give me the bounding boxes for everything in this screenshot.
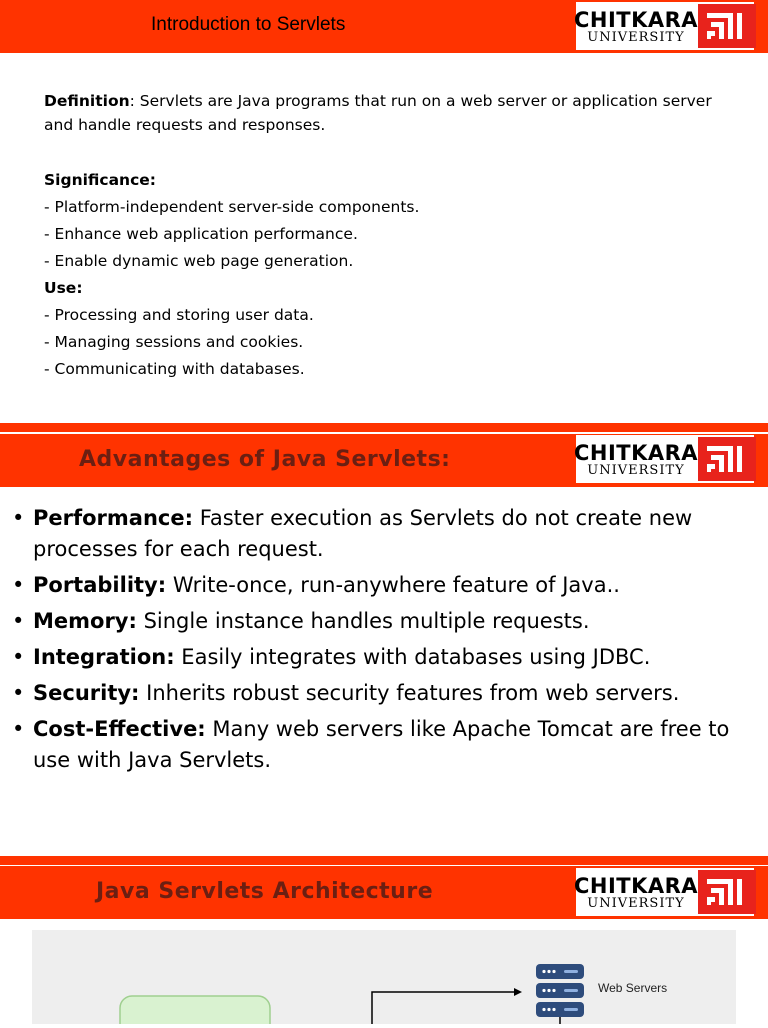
logo-line2: UNIVERSITY [587, 462, 685, 478]
definition-label: Definition [44, 92, 130, 110]
use-item: - Processing and storing user data. [44, 306, 314, 324]
bullet-label: Security: [33, 681, 140, 705]
client-box [120, 996, 270, 1024]
bullet-text: Write-once, run-anywhere feature of Java.. [166, 573, 620, 597]
use-item: - Communicating with databases. [44, 360, 305, 378]
request-arrow-head [514, 988, 522, 996]
definition [44, 89, 724, 137]
logo-mark-icon [698, 4, 756, 48]
definition-text: : Servlets are Java programs that run on a web server or application server and handle requests and responses. [44, 92, 712, 134]
bullet-text: Single instance handles multiple requests. [136, 609, 590, 633]
logo-mark-icon [698, 870, 756, 914]
significance-label: Significance: [44, 171, 156, 189]
slide2-title: Advantages of Java Servlets: [79, 447, 451, 472]
list-item: • Portability: Write-once, run-anywhere feature of Java.. [12, 573, 620, 597]
bullet-label: Cost-Effective: [33, 717, 206, 741]
request-arrow [372, 992, 516, 1024]
bullet-text: Many web servers like Apache Tomcat are free to use with Java Servlets. [33, 717, 730, 772]
bullet-text: Faster execution as Servlets do not create new processes for each request. [33, 506, 693, 561]
significance-item: - Platform-independent server-side components. [44, 198, 420, 216]
significance-item: - Enable dynamic web page generation. [44, 252, 354, 270]
chitkara-logo [573, 2, 754, 50]
use-label: Use: [44, 279, 83, 297]
bullet-text: Easily integrates with databases using JDBC. [174, 645, 651, 669]
list-item: • Integration: Easily integrates with databases using JDBC. [12, 645, 651, 669]
bullet-label: Portability: [33, 573, 167, 597]
logo-line1: CHITKARA [573, 873, 699, 898]
logo-line2: UNIVERSITY [587, 29, 685, 45]
significance-item: - Enhance web application performance. [44, 225, 358, 243]
slide2-top-strip [0, 423, 768, 432]
bullet-label: Integration: [33, 645, 175, 669]
list-item: • Memory: Single instance handles multiple requests. [12, 609, 590, 633]
web-servers-icon [536, 964, 584, 1017]
list-item: • Cost-Effective: Many web servers like Apache Tomcat are free to use with Java Servlets. [12, 717, 730, 772]
slide1-title: Introduction to Servlets [151, 14, 346, 35]
bullet-label: Performance: [33, 506, 194, 530]
slide3-top-strip [0, 856, 768, 865]
architecture-diagram [32, 930, 736, 1024]
chitkara-logo [573, 435, 754, 483]
list-item: • Security: Inherits robust security features from web servers. [12, 681, 680, 705]
use-item: - Managing sessions and cookies. [44, 333, 304, 351]
slide3-title: Java Servlets Architecture [96, 879, 434, 904]
chitkara-logo [573, 868, 754, 916]
list-item: • Performance: Faster execution as Servlets do not create new processes for each request. [12, 506, 693, 561]
diagram-svg [32, 930, 736, 1024]
advantages-list [12, 503, 757, 781]
bullet-label: Memory: [33, 609, 137, 633]
logo-mark-icon [698, 437, 756, 481]
logo-line2: UNIVERSITY [587, 895, 685, 911]
logo-line1: CHITKARA [573, 7, 699, 32]
web-servers-label: Web Servers [598, 981, 668, 995]
bullet-text: Inherits robust security features from web servers. [139, 681, 680, 705]
logo-line1: CHITKARA [573, 440, 699, 465]
